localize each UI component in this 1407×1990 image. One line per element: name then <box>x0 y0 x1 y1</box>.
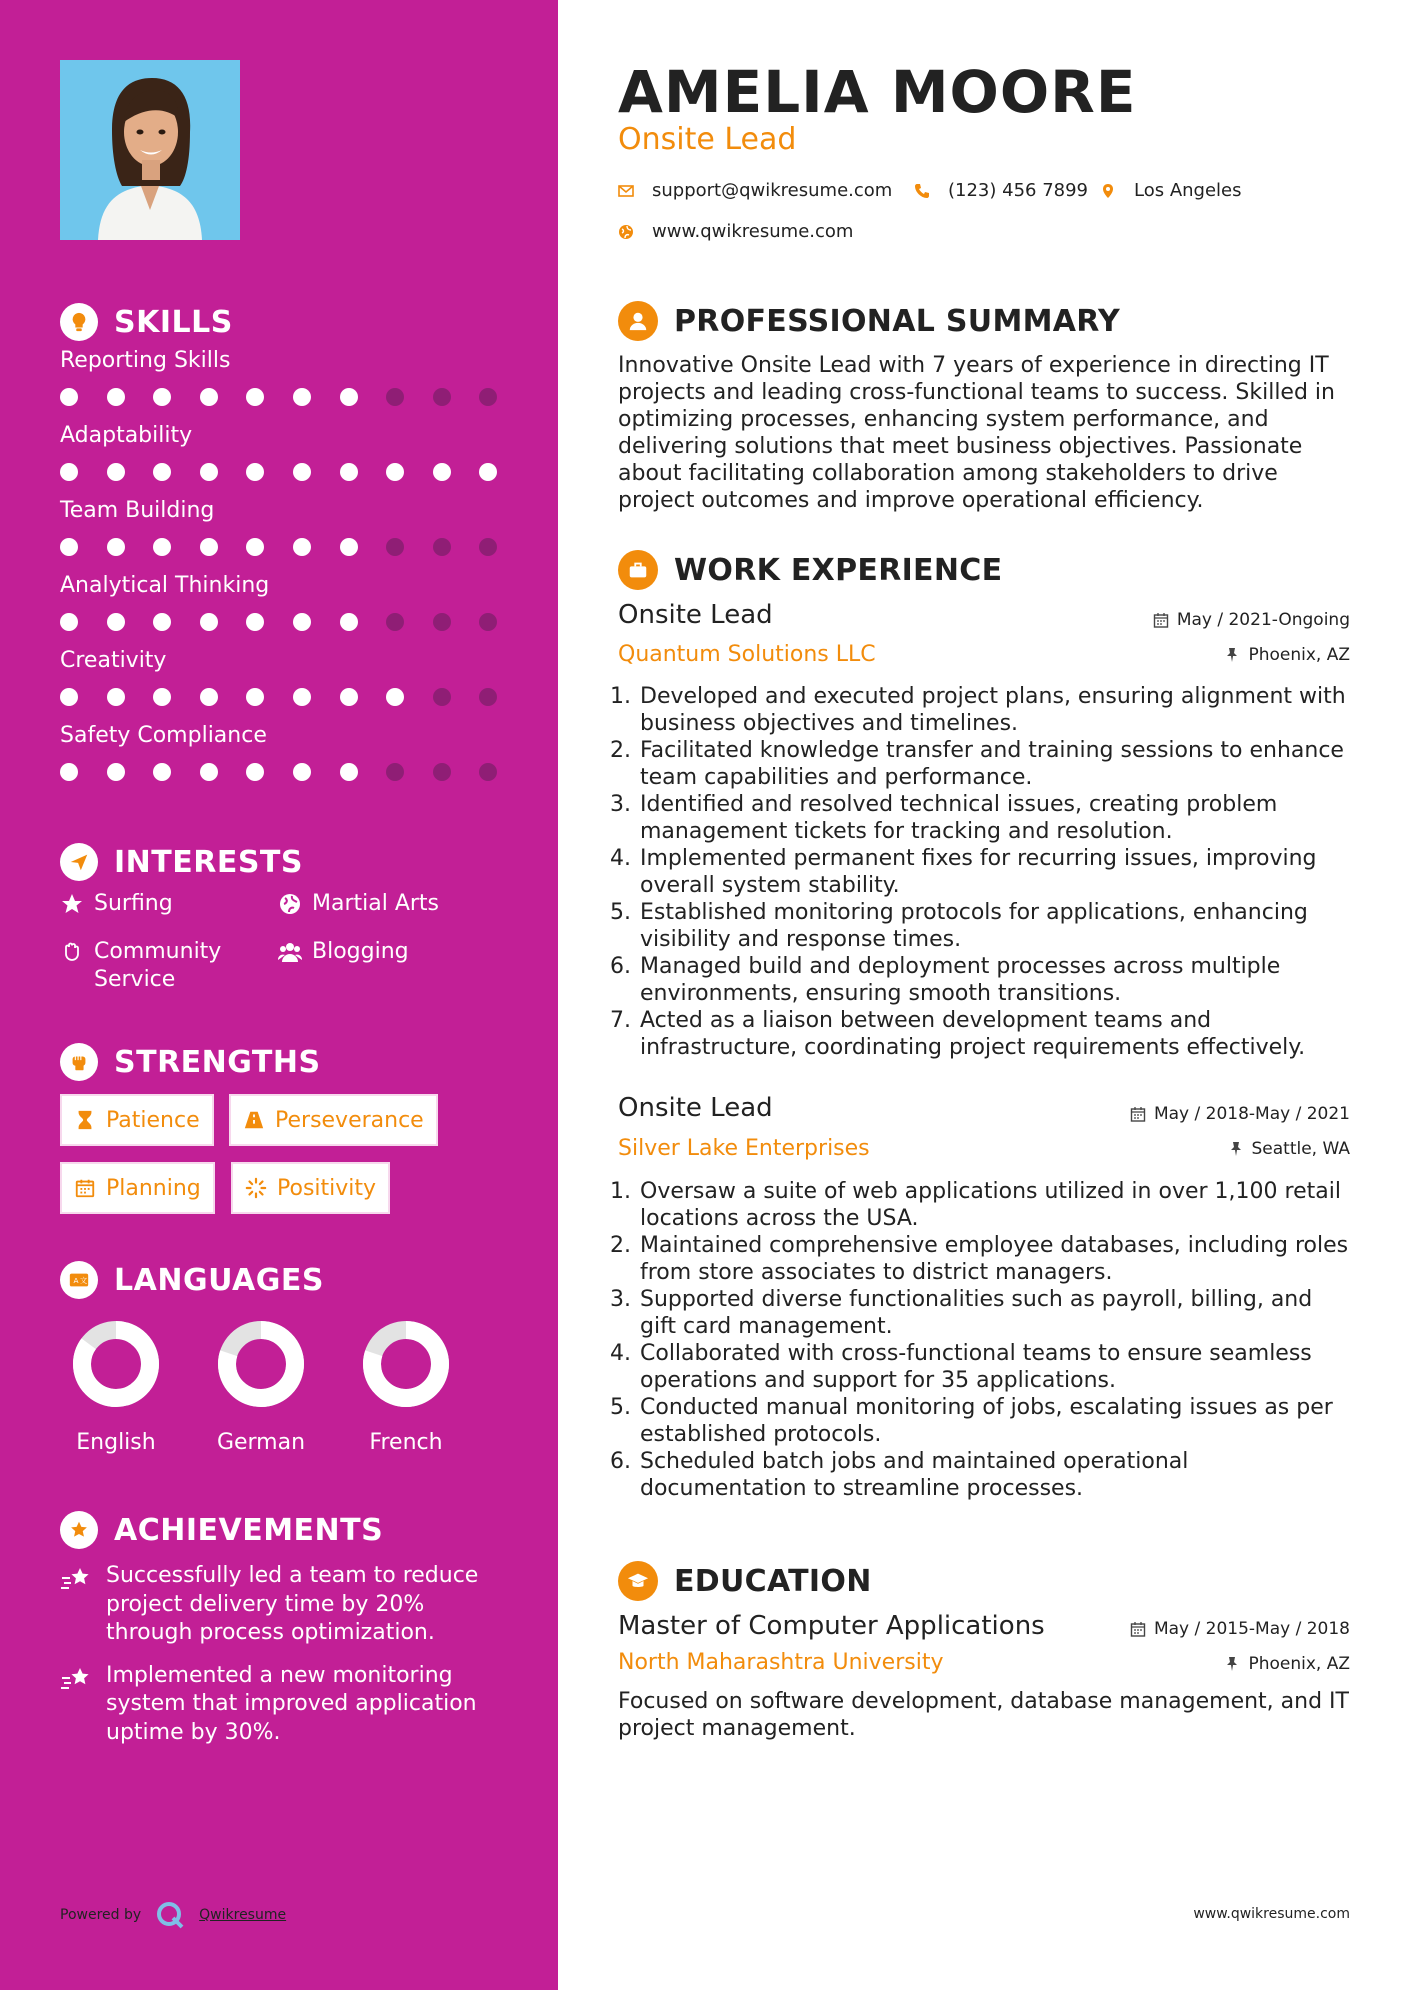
rating-dot-filled <box>107 538 125 556</box>
contact-email[interactable] <box>618 180 892 201</box>
strengths-heading <box>60 1042 510 1082</box>
experience-heading <box>618 550 1002 590</box>
language-item <box>56 1320 176 1455</box>
rating-dot-filled <box>246 688 264 706</box>
job-location <box>1228 1139 1351 1159</box>
strength-tag <box>231 1162 390 1214</box>
rating-dot-filled <box>246 763 264 781</box>
duty-item: 1. Developed and executed project plans, ensuring alignment with business objectives and timelines. <box>638 683 1350 737</box>
company-name: Quantum Solutions LLC <box>618 642 876 667</box>
duty-item: 7. Acted as a liaison between development teams and infrastructure, coordinating project requirements effectively. <box>638 1007 1350 1061</box>
rating-dot-empty <box>386 613 404 631</box>
rating-dot-filled <box>293 688 311 706</box>
job-dates-text: May / 2018-May / 2021 <box>1153 1104 1350 1124</box>
calendar-icon <box>74 1177 96 1199</box>
duty-item: 2. Maintained comprehensive employee databases, including roles from store associates to district managers. <box>638 1232 1350 1286</box>
duty-item: 3. Supported diverse functionalities such as payroll, billing, and gift card management. <box>638 1286 1350 1340</box>
users-icon <box>278 940 302 964</box>
skill-name: Creativity <box>60 648 167 673</box>
job-dates <box>1153 610 1350 630</box>
interests-list <box>60 890 510 1020</box>
language-name: German <box>216 1430 306 1455</box>
job-dates <box>1130 1104 1350 1124</box>
interests-heading <box>60 842 510 882</box>
achievement-text: Implemented a new monitoring system that improved application uptime by 30%. <box>106 1662 477 1745</box>
powered-by <box>60 1900 286 1930</box>
job-duties <box>618 1178 1350 1502</box>
interest-item <box>60 890 173 918</box>
skill-rating <box>60 463 526 481</box>
email-text: support@qwikresume.com <box>652 180 893 201</box>
skills-list <box>60 348 510 798</box>
rating-dot-filled <box>433 463 451 481</box>
hourglass-icon <box>74 1109 96 1131</box>
rating-dot-filled <box>340 763 358 781</box>
rating-dot-filled <box>386 463 404 481</box>
rating-dot-filled <box>293 388 311 406</box>
rating-dot-filled <box>200 763 218 781</box>
duty-item: 3. Identified and resolved technical issues, creating problem management tickets for tracking and resolution. <box>638 791 1350 845</box>
skill-item <box>60 648 510 723</box>
rating-dot-filled <box>386 688 404 706</box>
rating-dot-empty <box>433 763 451 781</box>
languages-section <box>60 1260 510 1460</box>
rating-dot-filled <box>293 763 311 781</box>
phone-text: (123) 456 7899 <box>948 180 1089 201</box>
rating-dot-empty <box>479 613 497 631</box>
strength-tag <box>60 1094 214 1146</box>
calendar-icon <box>1130 1106 1146 1122</box>
rating-dot-empty <box>386 388 404 406</box>
duty-item: 1. Oversaw a suite of web applications utilized in over 1,100 retail locations across the USA. <box>638 1178 1350 1232</box>
skill-rating <box>60 763 526 781</box>
pin-icon <box>1228 1141 1244 1157</box>
trophy-star-icon <box>60 1511 98 1549</box>
rating-dot-filled <box>153 688 171 706</box>
job-title: Onsite Lead <box>618 600 773 630</box>
language-proficiency-ring <box>362 1320 450 1408</box>
spinner-icon <box>245 1177 267 1199</box>
rating-dot-filled <box>60 688 78 706</box>
rating-dot-empty <box>479 388 497 406</box>
svg-text:文: 文 <box>79 1275 88 1285</box>
language-icon <box>60 1261 98 1299</box>
hand-icon <box>60 940 84 964</box>
language-proficiency-ring <box>72 1320 160 1408</box>
interest-label: Community Service <box>94 939 222 992</box>
shooting-star-icon <box>60 1566 92 1594</box>
achievements-section <box>60 1510 510 1747</box>
job-title: Onsite Lead <box>618 1093 773 1123</box>
company-name: Silver Lake Enterprises <box>618 1136 870 1161</box>
language-name: English <box>76 1430 156 1455</box>
skill-rating <box>60 613 526 631</box>
rating-dot-filled <box>200 538 218 556</box>
profile-photo <box>60 60 240 240</box>
rating-dot-filled <box>153 763 171 781</box>
duty-item: 6. Scheduled batch jobs and maintained operational documentation to streamline processes. <box>638 1448 1350 1502</box>
rating-dot-filled <box>153 463 171 481</box>
lightbulb-icon <box>60 303 98 341</box>
skill-item <box>60 423 510 498</box>
rating-dot-filled <box>107 388 125 406</box>
rating-dot-empty <box>479 538 497 556</box>
graduation-cap-icon <box>618 1561 658 1601</box>
map-marker-icon <box>1100 183 1116 199</box>
interest-item <box>60 938 250 994</box>
interest-item <box>278 938 409 966</box>
strengths-title: STRENGTHS <box>114 1044 321 1080</box>
skill-name: Reporting Skills <box>60 348 231 373</box>
education-dates <box>1130 1619 1350 1639</box>
shooting-star-icon <box>60 1666 92 1694</box>
skill-rating <box>60 538 526 556</box>
achievements-heading <box>60 1510 510 1550</box>
language-name: French <box>369 1430 443 1455</box>
phone-icon <box>914 183 930 199</box>
rating-dot-empty <box>433 613 451 631</box>
interest-label: Surfing <box>94 891 173 916</box>
skill-rating <box>60 688 526 706</box>
summary-text: Innovative Onsite Lead with 7 years of experience in directing IT projects and leading cross-functional teams to success. Skilled in optimizing processes, enhancing system performance, and delivering solutions that meet business objectives. Passionate about facilitating collaboration among stakeholders to drive project outcomes and improve operational efficiency. <box>618 353 1335 513</box>
strength-tag <box>229 1094 438 1146</box>
rating-dot-filled <box>246 538 264 556</box>
rating-dot-filled <box>153 388 171 406</box>
experience-title: WORK EXPERIENCE <box>674 552 1003 588</box>
education-location <box>1224 1654 1350 1674</box>
languages-title: LANGUAGES <box>114 1262 324 1298</box>
skill-item <box>60 498 510 573</box>
job-duties <box>618 683 1350 1061</box>
rating-dot-filled <box>479 463 497 481</box>
skill-item <box>60 723 510 798</box>
duty-item: 5. Conducted manual monitoring of jobs, escalating issues as per established protocols. <box>638 1394 1350 1448</box>
rating-dot-empty <box>433 688 451 706</box>
rating-dot-filled <box>60 463 78 481</box>
rating-dot-filled <box>246 388 264 406</box>
rating-dot-filled <box>340 613 358 631</box>
rating-dot-filled <box>340 538 358 556</box>
strength-label: Positivity <box>277 1175 377 1201</box>
rating-dot-empty <box>433 538 451 556</box>
skill-name: Team Building <box>60 498 215 523</box>
skill-item <box>60 348 510 423</box>
website-text: www.qwikresume.com <box>652 221 854 242</box>
skill-name: Analytical Thinking <box>60 573 270 598</box>
road-icon <box>243 1109 265 1131</box>
achievement-text: Successfully led a team to reduce project delivery time by 20% through process optimization. <box>106 1563 479 1645</box>
rating-dot-filled <box>340 463 358 481</box>
qwikresume-link[interactable]: Qwikresume <box>199 1907 287 1923</box>
powered-by-label: Powered by <box>60 1907 142 1923</box>
rating-dot-filled <box>340 388 358 406</box>
rating-dot-empty <box>479 763 497 781</box>
pin-icon <box>1224 1656 1240 1672</box>
rating-dot-filled <box>153 613 171 631</box>
rating-dot-empty <box>479 688 497 706</box>
education-title: EDUCATION <box>674 1563 872 1599</box>
rating-dot-filled <box>200 613 218 631</box>
job-location-text: Seattle, WA <box>1251 1139 1350 1159</box>
duty-item: 5. Established monitoring protocols for applications, enhancing visibility and response times. <box>638 899 1350 953</box>
paper-plane-icon <box>60 843 98 881</box>
rating-dot-filled <box>200 688 218 706</box>
candidate-name: AMELIA MOORE <box>618 58 1137 126</box>
rating-dot-filled <box>107 613 125 631</box>
skill-name: Adaptability <box>60 423 193 448</box>
rating-dot-filled <box>200 388 218 406</box>
candidate-title: Onsite Lead <box>618 122 797 157</box>
contact-location <box>1100 180 1242 201</box>
interest-label: Martial Arts <box>312 891 440 916</box>
education-dates-text: May / 2015-May / 2018 <box>1153 1619 1350 1639</box>
achievement-item <box>60 1662 510 1748</box>
rating-dot-filled <box>60 613 78 631</box>
globe-icon <box>278 892 302 916</box>
duty-item: 6. Managed build and deployment processes across multiple environments, ensuring smooth transitions. <box>638 953 1350 1007</box>
interests-section <box>60 842 510 1020</box>
calendar-icon <box>1153 612 1169 628</box>
strength-label: Perseverance <box>275 1107 424 1133</box>
job-dates-text: May / 2021-Ongoing <box>1176 610 1350 630</box>
skill-name: Safety Compliance <box>60 723 267 748</box>
rating-dot-filled <box>60 538 78 556</box>
rating-dot-filled <box>107 688 125 706</box>
job-location-text: Phoenix, AZ <box>1248 645 1350 665</box>
envelope-icon <box>618 183 634 199</box>
strength-tag <box>60 1162 215 1214</box>
footer-url[interactable]: www.qwikresume.com <box>1193 1906 1350 1922</box>
skill-item <box>60 573 510 648</box>
calendar-icon <box>1130 1621 1146 1637</box>
duty-item: 4. Collaborated with cross-functional teams to ensure seamless operations and support for 35 applications. <box>638 1340 1350 1394</box>
skills-heading <box>60 302 510 342</box>
language-item <box>346 1320 466 1455</box>
interest-item <box>278 890 439 918</box>
rating-dot-empty <box>386 538 404 556</box>
strength-label: Patience <box>106 1107 200 1133</box>
svg-text:A: A <box>73 1275 79 1285</box>
education-description: Focused on software development, database management, and IT project management. <box>618 1689 1349 1741</box>
rating-dot-filled <box>246 613 264 631</box>
rating-dot-filled <box>107 463 125 481</box>
sidebar <box>0 0 558 1990</box>
rating-dot-filled <box>293 463 311 481</box>
location-text: Los Angeles <box>1134 180 1242 201</box>
skill-rating <box>60 388 526 406</box>
school-name: North Maharashtra University <box>618 1650 944 1675</box>
language-proficiency-ring <box>217 1320 305 1408</box>
strengths-section <box>60 1042 510 1222</box>
rating-dot-filled <box>60 763 78 781</box>
skills-section <box>60 302 510 798</box>
duty-item: 4. Implemented permanent fixes for recurring issues, improving overall system stability. <box>638 845 1350 899</box>
education-location-text: Phoenix, AZ <box>1248 1654 1350 1674</box>
rating-dot-empty <box>386 763 404 781</box>
rating-dot-filled <box>293 538 311 556</box>
globe-icon <box>618 224 634 240</box>
education-heading <box>618 1561 872 1601</box>
summary-title: PROFESSIONAL SUMMARY <box>674 303 1121 339</box>
job-location <box>1224 645 1350 665</box>
achievements-list <box>60 1562 510 1747</box>
rating-dot-filled <box>200 463 218 481</box>
rating-dot-filled <box>293 613 311 631</box>
languages-heading <box>60 1260 510 1300</box>
rating-dot-filled <box>153 538 171 556</box>
user-icon <box>618 301 658 341</box>
language-item <box>201 1320 321 1455</box>
rating-dot-filled <box>340 688 358 706</box>
duty-item: 2. Facilitated knowledge transfer and training sessions to enhance team capabilities and performance. <box>638 737 1350 791</box>
achievements-title: ACHIEVEMENTS <box>114 1512 384 1548</box>
summary-heading <box>618 301 1120 341</box>
contact-website[interactable] <box>618 221 853 242</box>
briefcase-icon <box>618 550 658 590</box>
star-icon <box>60 892 84 916</box>
interests-title: INTERESTS <box>114 844 303 880</box>
contact-phone[interactable] <box>914 180 1088 201</box>
fist-icon <box>60 1043 98 1081</box>
rating-dot-empty <box>433 388 451 406</box>
rating-dot-filled <box>60 388 78 406</box>
rating-dot-filled <box>246 463 264 481</box>
strength-label: Planning <box>106 1175 201 1201</box>
pin-icon <box>1224 647 1240 663</box>
skills-title: SKILLS <box>114 304 233 340</box>
qwikresume-logo-icon <box>155 1900 185 1930</box>
degree-title: Master of Computer Applications <box>618 1611 1045 1641</box>
rating-dot-filled <box>107 763 125 781</box>
interest-label: Blogging <box>312 939 409 964</box>
achievement-item <box>60 1562 510 1648</box>
